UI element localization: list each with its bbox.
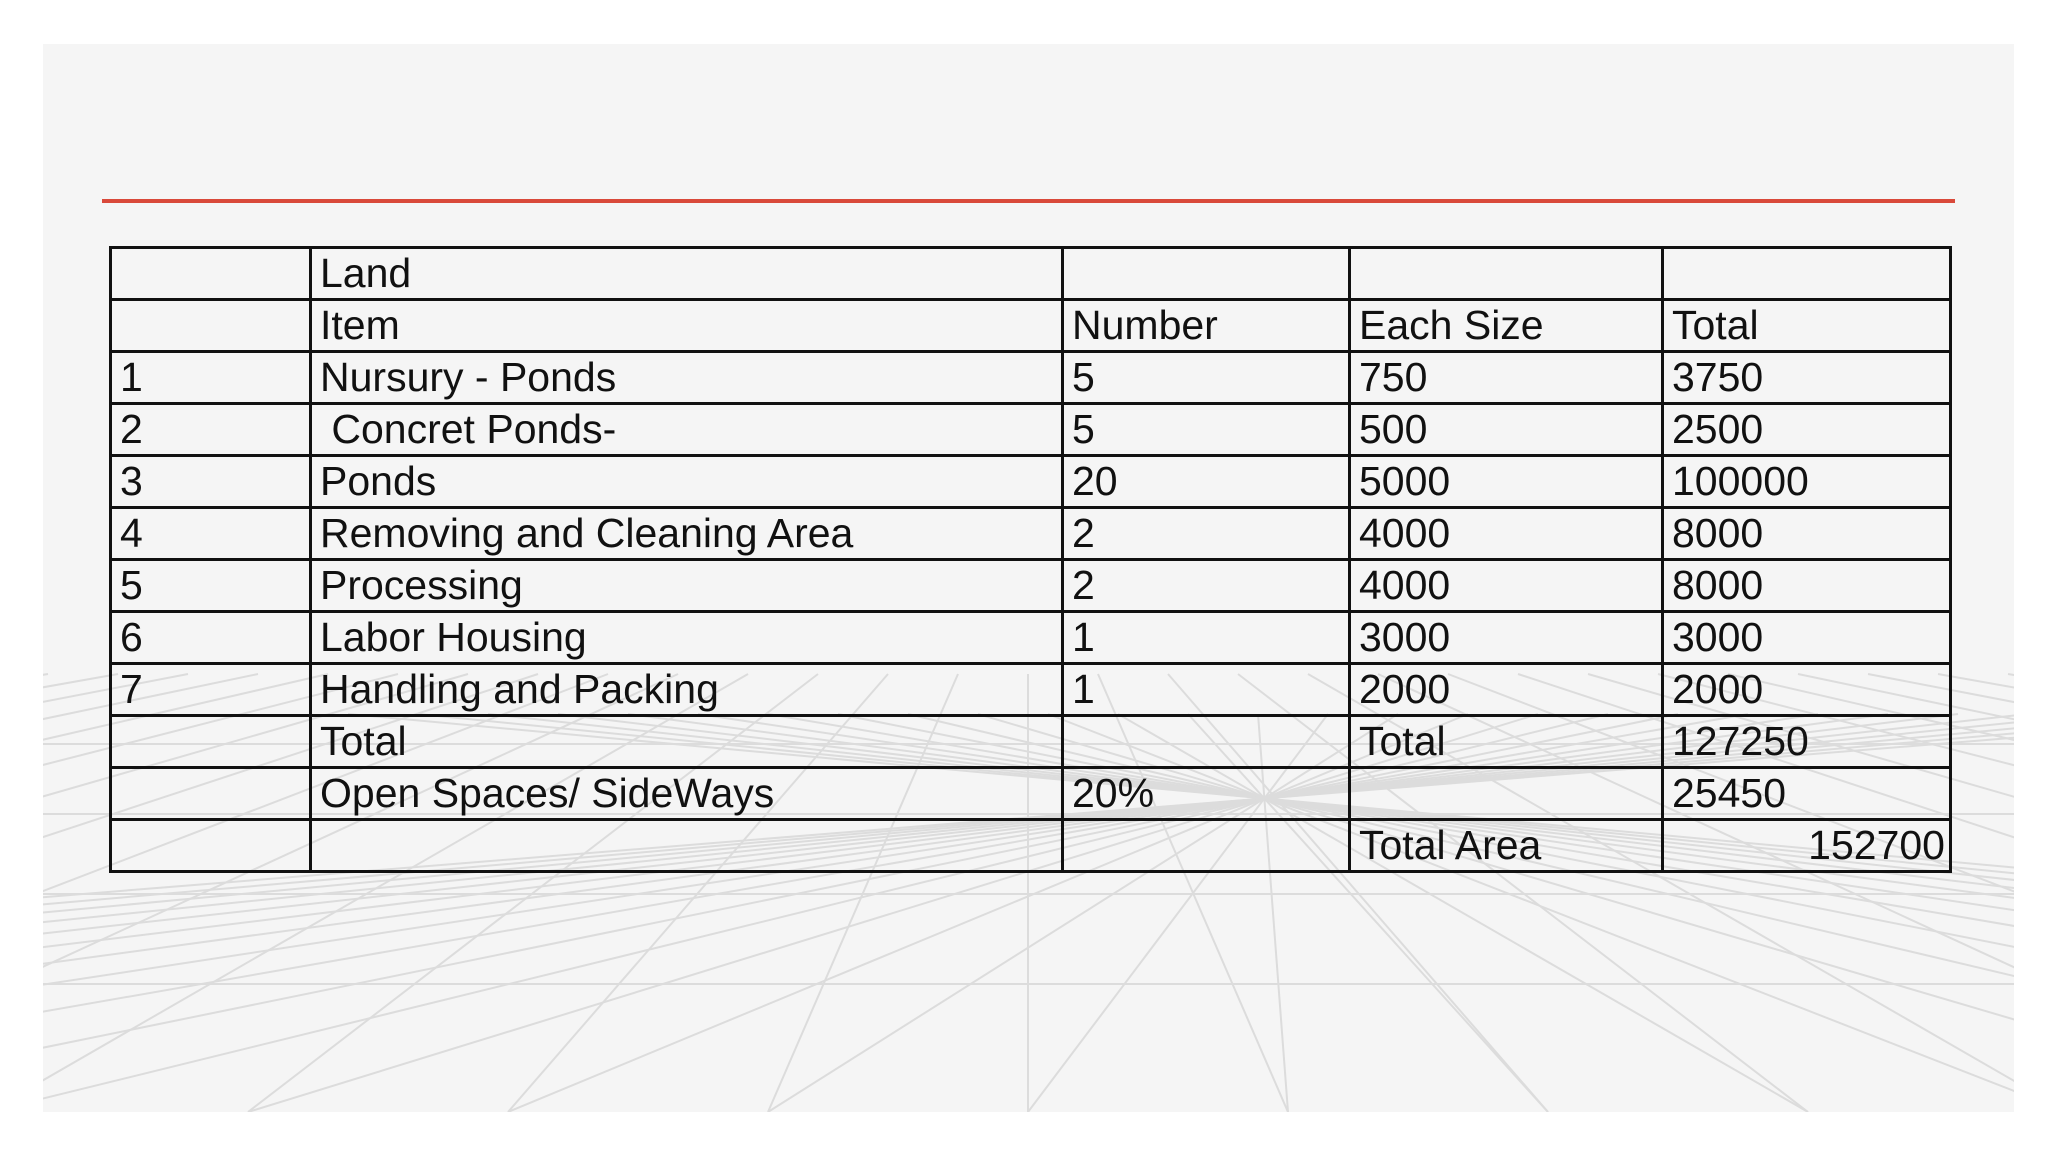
table-row <box>111 560 1951 612</box>
table-cell: 2 <box>1063 560 1350 612</box>
column-header: Number <box>1063 300 1350 352</box>
table-cell: 5 <box>1063 352 1350 404</box>
table-cell <box>1063 820 1350 872</box>
table-title: Land <box>311 248 1063 300</box>
table-cell <box>1350 768 1663 820</box>
table-cell: 127250 <box>1663 716 1951 768</box>
table-cell: Labor Housing <box>311 612 1063 664</box>
column-header: Each Size <box>1350 300 1663 352</box>
land-table <box>109 246 1952 873</box>
table-cell: 20% <box>1063 768 1350 820</box>
table-row <box>111 404 1951 456</box>
table-cell: 5 <box>111 560 311 612</box>
table-cell: 3000 <box>1663 612 1951 664</box>
table-cell: 8000 <box>1663 508 1951 560</box>
table-cell <box>111 716 311 768</box>
table-cell: 4 <box>111 508 311 560</box>
table-cell: Nursury - Ponds <box>311 352 1063 404</box>
summary-row-open-spaces <box>111 768 1951 820</box>
table-cell <box>111 768 311 820</box>
table-cell <box>1663 248 1951 300</box>
table-cell <box>1063 248 1350 300</box>
slide <box>43 44 2014 1112</box>
column-header: Item <box>311 300 1063 352</box>
summary-row-total <box>111 716 1951 768</box>
table-cell: 25450 <box>1663 768 1951 820</box>
summary-row-total-area <box>111 820 1951 872</box>
table-row <box>111 352 1951 404</box>
table-cell: 750 <box>1350 352 1663 404</box>
table-cell: Ponds <box>311 456 1063 508</box>
table-cell <box>1063 716 1350 768</box>
table-cell: 2500 <box>1663 404 1951 456</box>
table-cell: 2000 <box>1350 664 1663 716</box>
table-cell: 2000 <box>1663 664 1951 716</box>
table-cell: 2 <box>1063 508 1350 560</box>
table-cell: Processing <box>311 560 1063 612</box>
table-cell: 3750 <box>1663 352 1951 404</box>
table-cell: 100000 <box>1663 456 1951 508</box>
table-cell: 5 <box>1063 404 1350 456</box>
table-cell: 20 <box>1063 456 1350 508</box>
table-cell: Handling and Packing <box>311 664 1063 716</box>
table-cell: Concret Ponds- <box>311 404 1063 456</box>
table-cell <box>311 820 1063 872</box>
title-row <box>111 248 1951 300</box>
table-row <box>111 612 1951 664</box>
table-cell <box>111 248 311 300</box>
table-cell: Removing and Cleaning Area <box>311 508 1063 560</box>
table-row <box>111 456 1951 508</box>
total-area-value: 152700 <box>1663 820 1951 872</box>
table-cell: 5000 <box>1350 456 1663 508</box>
table-cell: 8000 <box>1663 560 1951 612</box>
table-cell: Open Spaces/ SideWays <box>311 768 1063 820</box>
column-header: Total <box>1663 300 1951 352</box>
table-row <box>111 664 1951 716</box>
table-cell: 4000 <box>1350 508 1663 560</box>
table-cell: 1 <box>1063 612 1350 664</box>
table-cell: Total <box>311 716 1063 768</box>
table-cell: 7 <box>111 664 311 716</box>
table-cell: 1 <box>1063 664 1350 716</box>
table-row <box>111 508 1951 560</box>
header-row <box>111 300 1951 352</box>
table-cell: Total <box>1350 716 1663 768</box>
table-cell: 2 <box>111 404 311 456</box>
table-cell: Total Area <box>1350 820 1663 872</box>
accent-rule <box>102 199 1955 203</box>
table-cell: 4000 <box>1350 560 1663 612</box>
table-cell: 3 <box>111 456 311 508</box>
table-cell <box>111 820 311 872</box>
table-cell: 1 <box>111 352 311 404</box>
table-cell: 3000 <box>1350 612 1663 664</box>
column-header <box>111 300 311 352</box>
table-cell: 6 <box>111 612 311 664</box>
table-cell <box>1350 248 1663 300</box>
table-cell: 500 <box>1350 404 1663 456</box>
